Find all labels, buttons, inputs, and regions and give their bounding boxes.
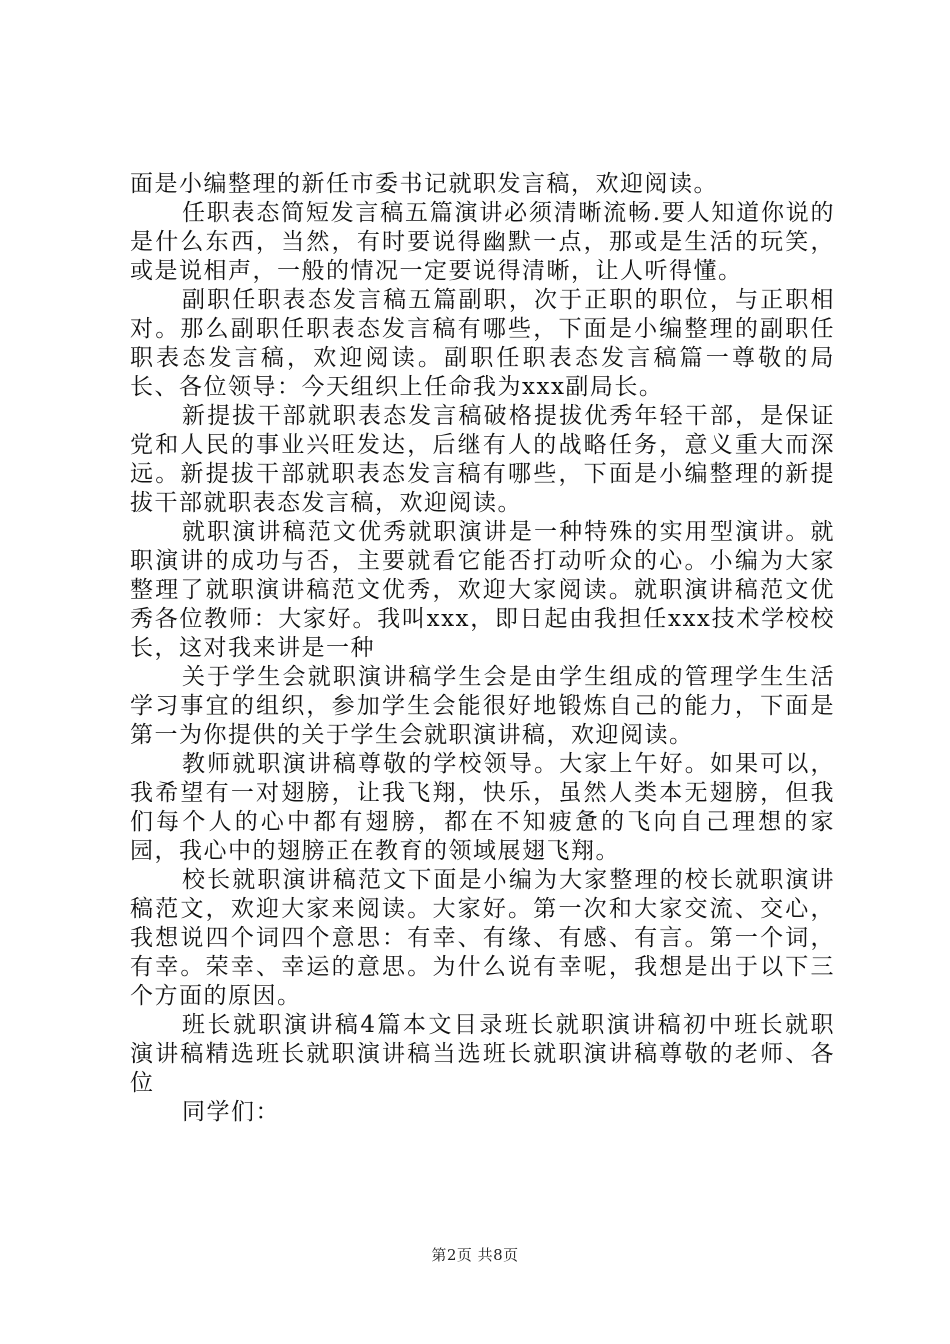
paragraph-monitor-speech: 班长就职演讲稿4篇本文目录班长就职演讲稿初中班长就职演讲稿精选班长就职演讲稿当选班长就职演讲稿尊敬的老师、各位 <box>130 1012 835 1096</box>
page-number-footer: 第2页 共8页 <box>431 1246 519 1264</box>
paragraph-promoted-cadre: 新提拔干部就职表态发言稿破格提拔优秀年轻干部，是保证党和人民的事业兴旺发达，后继有人的战略任务，意义重大而深远。新提拔干部就职表态发言稿有哪些，下面是小编整理的新提拔干部就职表态发言稿，欢迎阅读。 <box>130 403 835 516</box>
paragraph-intro-tail: 面是小编整理的新任市委书记就职发言稿，欢迎阅读。 <box>130 171 718 197</box>
document-body <box>130 170 835 1127</box>
paragraph-brief-speech: 任职表态简短发言稿五篇演讲必须清晰流畅.要人知道你说的是什么东西，当然，有时要说得幽默一点，那或是生活的玩笑，或是说相声，一般的情况一定要说得清晰，让人听得懂。 <box>130 200 835 284</box>
paragraph-principal-speech: 校长就职演讲稿范文下面是小编为大家整理的校长就职演讲稿范文，欢迎大家来阅读。大家好。第一次和大家交流、交心，我想说四个词四个意思：有幸、有缘、有感、有言。第一个词，有幸。荣幸、幸运的意思。为什么说有幸呢，我想是出于以下三个方面的原因。 <box>130 867 835 1009</box>
paragraph-teacher-speech: 教师就职演讲稿尊敬的学校领导。大家上午好。如果可以，我希望有一对翅膀，让我飞翔，快乐，虽然人类本无翅膀，但我们每个人的心中都有翅膀，都在不知疲惫的飞向自己理想的家园，我心中的翅膀正在教育的领域展翅飞翔。 <box>130 751 835 864</box>
paragraph-inaugural-speech: 就职演讲稿范文优秀就职演讲是一种特殊的实用型演讲。就职演讲的成功与否，主要就看它能否打动听众的心。小编为大家整理了就职演讲稿范文优秀，欢迎大家阅读。就职演讲稿范文优秀各位教师：大家好。我叫xxx，即日起由我担任xxx技术学校校长，这对我来讲是一种 <box>130 519 835 661</box>
paragraph-deputy-speech: 副职任职表态发言稿五篇副职，次于正职的职位，与正职相对。那么副职任职表态发言稿有哪些，下面是小编整理的副职任职表态发言稿，欢迎阅读。副职任职表态发言稿篇一尊敬的局长、各位领导：今天组织上任命我为xxx副局长。 <box>130 287 835 400</box>
paragraph-classmates: 同学们： <box>182 1099 280 1125</box>
paragraph-student-union: 关于学生会就职演讲稿学生会是由学生组成的管理学生生活学习事宜的组织，参加学生会能很好地锻炼自己的能力，下面是第一为你提供的关于学生会就职演讲稿，欢迎阅读。 <box>130 664 835 748</box>
